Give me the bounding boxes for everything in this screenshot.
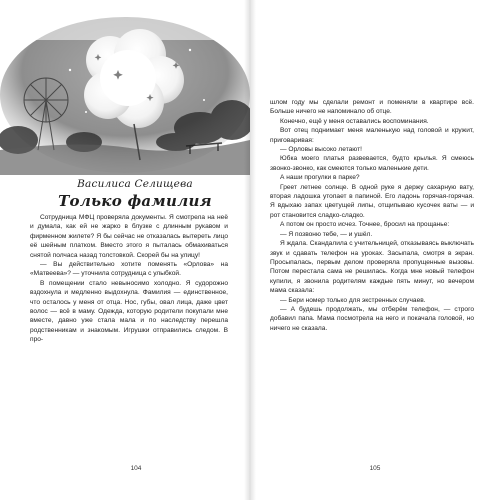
paragraph: Сотрудница МФЦ проверяла документы. Я смотрела на неё и думала, как ей не жарко в блузке с длинным рукавом и фирменном жилете? Я бы сейчас не отказалась вытереть лицо её шейным платком. Вместо этого я пыталась обмахиваться снятой полчаса назад толстовкой. Скорей бы на улицу! — [30, 214, 228, 259]
paragraph: — Вы действительно хотите поменять «Орлова» на «Матвеева»? — уточнила сотрудница с улыбкой. — [30, 261, 228, 278]
book-gutter — [244, 0, 256, 500]
paragraph: Я ждала. Скандалила с учительницей, отказываясь выключать звук и сдавать телефон на уроках. Засыпала, смотря в экран. Просыпалась, первым делом проверяла пропущенные вызовы. Потом перестала сама не решилась. Когда мне новый телефон купили, я звонила родителям каждые пять минут, но вечером мама сказала: — [270, 240, 474, 295]
cotton-candy-illustration — [0, 0, 250, 180]
paragraph: А наши прогулки в парке? — [280, 174, 360, 182]
left-page-body — [30, 213, 228, 345]
paragraph: В помещении стало невыносимо холодно. Я судорожно вздохнула и медленно выдохнула. Фамилия — единственное, что осталось у меня от отца. Нос, губы, овал лица, даже цвет волос — всё в маму. Одежда, которую родители покупали мне вместе, давно уже стала мала и по наследству перешла родственникам и знакомым. Игрушки отправились следом. В про- — [30, 279, 228, 344]
page-number: 104 — [130, 465, 142, 472]
paragraph: А потом он просто исчез. Точнее, бросил на прощанье: — [280, 221, 450, 229]
author-name: Василиса Селищева — [77, 178, 193, 190]
paragraph: Греет летнее солнце. В одной руке я держу сахарную вату, вторая ладошка утопает в папиной. Его ладонь горячая-горячая. Я вдыхаю запах цветущей липы, отщипываю кусочек ваты — и рот становится сладко-сладко. — [270, 183, 474, 219]
paragraph: — Бери номер только для экстренных случаев. — [280, 296, 426, 304]
story-title: Только фамилия — [58, 192, 212, 210]
right-page — [250, 0, 500, 500]
paragraph: Конечно, ещё у меня оставались воспоминания. — [280, 117, 429, 125]
paragraph: — А будешь продолжать, мы отберём телефон, — строго добавил папа. Мама посмотрела на него и покачала головой, но ничего не сказала. — [270, 305, 474, 332]
paragraph: Вот отец поднимает меня маленькую над головой и кружит, приговаривая: — [270, 127, 474, 144]
paragraph: — Я позвоню тебе, — и ушёл. — [280, 230, 373, 238]
paragraph: — Орловы высоко летают! — [280, 146, 362, 154]
right-page-body — [270, 98, 474, 333]
story-heading — [30, 178, 240, 210]
paragraph: шлом году мы сделали ремонт и поменяли в квартире всё. Больше ничего не напоминало об отце. — [270, 99, 474, 116]
paragraph: Юбка моего платья развевается, будто крылья. Я смеюсь звонко-звонко, как смеются только маленькие дети. — [270, 155, 474, 172]
page-number: 105 — [369, 465, 381, 472]
